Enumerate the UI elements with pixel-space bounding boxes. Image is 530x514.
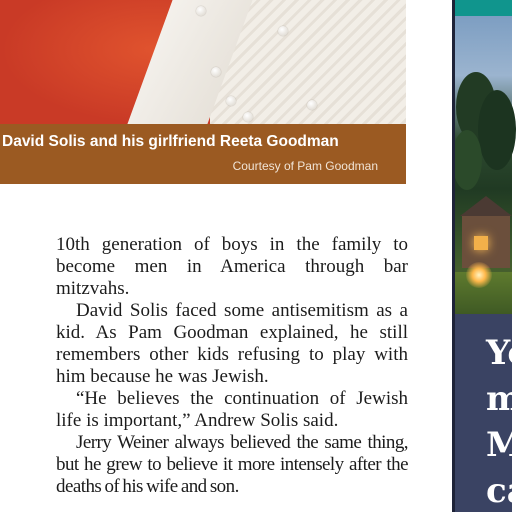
ad-headline-line: M [486,425,524,465]
jacket-button [243,112,253,122]
side-advertisement[interactable] [452,0,530,512]
jacket-button [211,67,221,77]
porch-light [466,262,492,288]
tree [478,90,516,170]
jacket-button [196,6,206,16]
jacket-button [278,26,288,36]
ad-top-bar [452,0,512,16]
article-body [56,234,408,498]
article-photo [0,0,406,124]
ad-headline [486,330,530,514]
article-paragraph: David Solis faced some antisemitism as a kid. As Pam Goodman explained, he still remembers other kids refusing to play with him because he was Jewish. [56,300,408,387]
photo-caption [0,124,406,184]
caption-title: David Solis and his girlfriend Reeta Goodman [2,133,339,150]
article-paragraph: “He believes the continuation of Jewish life is important,” Andrew Solis said. [56,388,408,431]
jacket-button [307,100,317,110]
ad-border [452,0,455,512]
photo-credit: Courtesy of Pam Goodman [232,159,378,173]
tree [452,130,482,190]
house-roof [460,196,512,216]
house-window [474,236,488,250]
ad-headline-line: m [486,379,522,419]
ad-headline-line: Yo [486,333,530,373]
article-paragraph: Jerry Weiner always believed the same thing, but he grew to believe it more intensely after the deaths of his wife and son. [56,432,408,497]
ad-headline-line: ca [486,471,529,511]
jacket-button [226,96,236,106]
article-paragraph: 10th generation of boys in the family to become men in America through bar mitzvahs. [56,234,408,299]
